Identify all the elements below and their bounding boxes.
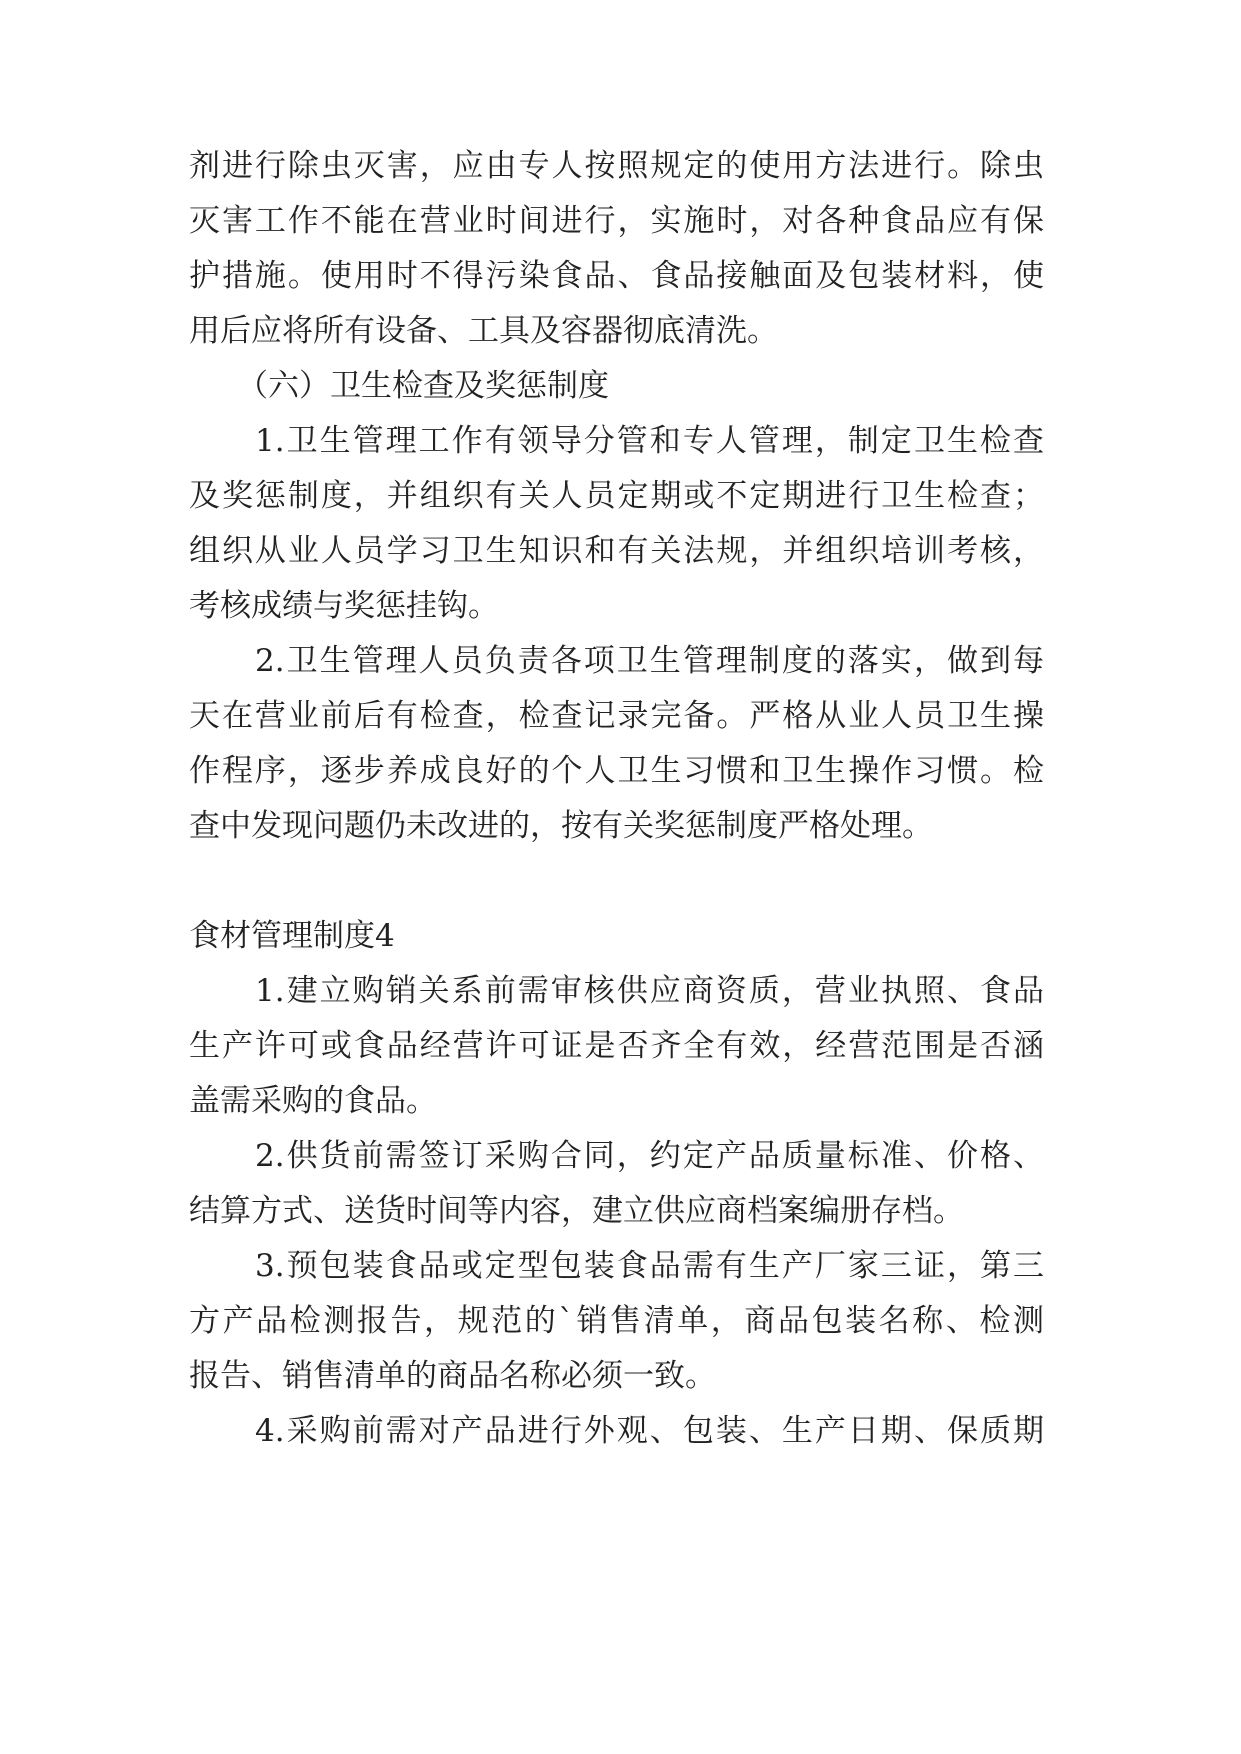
paragraph-line: 2.供货前需签订采购合同，约定产品质量标准、价格、 — [255, 1138, 1044, 1174]
paragraph-line: 查中发现问题仍未改进的，按有关奖惩制度严格处理。 — [189, 808, 933, 844]
section-title: 食材管理制度4 — [189, 918, 395, 954]
paragraph-line: 盖需采购的食品。 — [189, 1083, 437, 1119]
paragraph-line: 剂进行除虫灭害，应由专人按照规定的使用方法进行。除虫 — [189, 148, 1044, 184]
paragraph-line: 4.采购前需对产品进行外观、包装、生产日期、保质期 — [255, 1413, 1044, 1449]
paragraph-line: 考核成绩与奖惩挂钩。 — [189, 588, 499, 624]
paragraph-line: 灭害工作不能在营业时间进行，实施时，对各种食品应有保 — [189, 203, 1044, 239]
paragraph-line: 2.卫生管理人员负责各项卫生管理制度的落实，做到每 — [255, 643, 1044, 679]
paragraph-line: 1.建立购销关系前需审核供应商资质，营业执照、食品 — [255, 973, 1044, 1009]
paragraph-line: 作程序，逐步养成良好的个人卫生习惯和卫生操作习惯。检 — [189, 753, 1044, 789]
paragraph-line: 结算方式、送货时间等内容，建立供应商档案编册存档。 — [189, 1193, 964, 1229]
paragraph-line: 报告、销售清单的商品名称必须一致。 — [189, 1358, 716, 1394]
paragraph-line: 用后应将所有设备、工具及容器彻底清洗。 — [189, 313, 778, 349]
paragraph-line: 生产许可或食品经营许可证是否齐全有效，经营范围是否涵 — [189, 1028, 1044, 1064]
paragraph-line: 护措施。使用时不得污染食品、食品接触面及包装材料，使 — [189, 258, 1044, 294]
paragraph-line: 3.预包装食品或定型包装食品需有生产厂家三证，第三 — [255, 1248, 1044, 1284]
paragraph-line: 组织从业人员学习卫生知识和有关法规，并组织培训考核， — [189, 533, 1044, 569]
subheading: （六）卫生检查及奖惩制度 — [237, 368, 609, 404]
paragraph-line: 天在营业前后有检查，检查记录完备。严格从业人员卫生操 — [189, 698, 1044, 734]
paragraph-line: 及奖惩制度，并组织有关人员定期或不定期进行卫生检查； — [189, 478, 1044, 514]
paragraph-line: 1.卫生管理工作有领导分管和专人管理，制定卫生检查 — [255, 423, 1044, 459]
paragraph-line: 方产品检测报告，规范的`销售清单，商品包装名称、检测 — [189, 1303, 1044, 1339]
